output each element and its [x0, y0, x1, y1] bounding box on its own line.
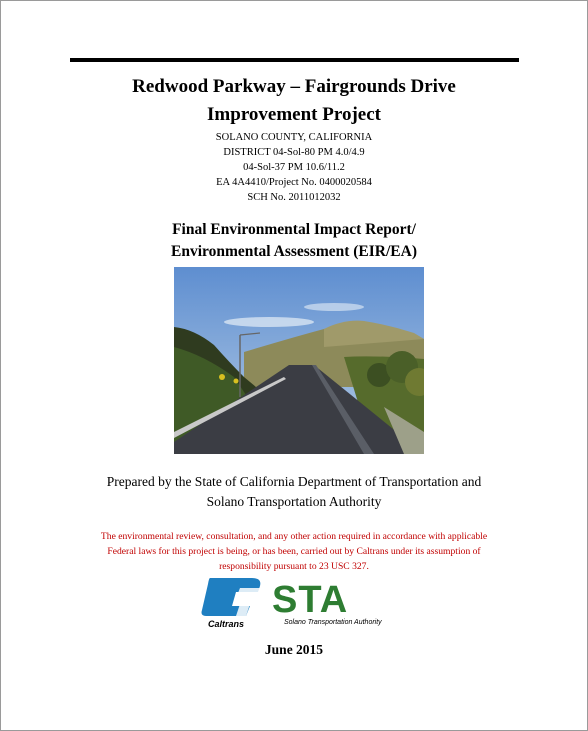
prepared-line-2: Solano Transportation Authority [206, 494, 382, 509]
route-line: 04-Sol-37 PM 10.6/11.2 [243, 162, 345, 173]
notice-line-2: Federal laws for this project is being, or has been, carried out by Caltrans under its assumption of [107, 546, 481, 557]
road-photo-illustration [174, 267, 424, 454]
nepa-notice [60, 529, 528, 574]
title-line-2: Improvement Project [207, 104, 381, 125]
road-photo [174, 267, 424, 454]
report-title-line-2: Environmental Assessment (EIR/EA) [170, 243, 417, 260]
sch-line: SCH No. 2011012032 [247, 192, 341, 203]
notice-line-1: The environmental review, consultation, and any other action required in accordance with applicable [100, 531, 488, 542]
title-line-1: Redwood Parkway – Fairgrounds Drive [132, 76, 456, 97]
caltrans-logo [202, 578, 263, 629]
ea-line: EA 4A4410/Project No. 0400020584 [216, 177, 372, 188]
project-meta [0, 130, 588, 205]
agency-logos [200, 572, 400, 630]
district-line: DISTRICT 04-Sol-80 PM 4.0/4.9 [223, 147, 365, 158]
sta-logo [272, 579, 382, 626]
county-line: SOLANO COUNTY, CALIFORNIA [215, 132, 373, 143]
prepared-line-1: Prepared by the State of California Department of Transportation and [106, 474, 482, 489]
header-rule [70, 58, 519, 62]
notice-line-3: responsibility pursuant to 23 USC 327. [219, 561, 369, 572]
publication-date: June 2015 [264, 642, 324, 657]
logo-artwork [200, 572, 400, 630]
prepared-by [0, 472, 588, 512]
sta-wordmark: STA [272, 579, 349, 621]
report-title-line-1: Final Environmental Impact Report/ [172, 221, 416, 238]
caltrans-wordmark: Caltrans [208, 619, 245, 629]
sta-caption: Solano Transportation Authority [284, 619, 382, 626]
